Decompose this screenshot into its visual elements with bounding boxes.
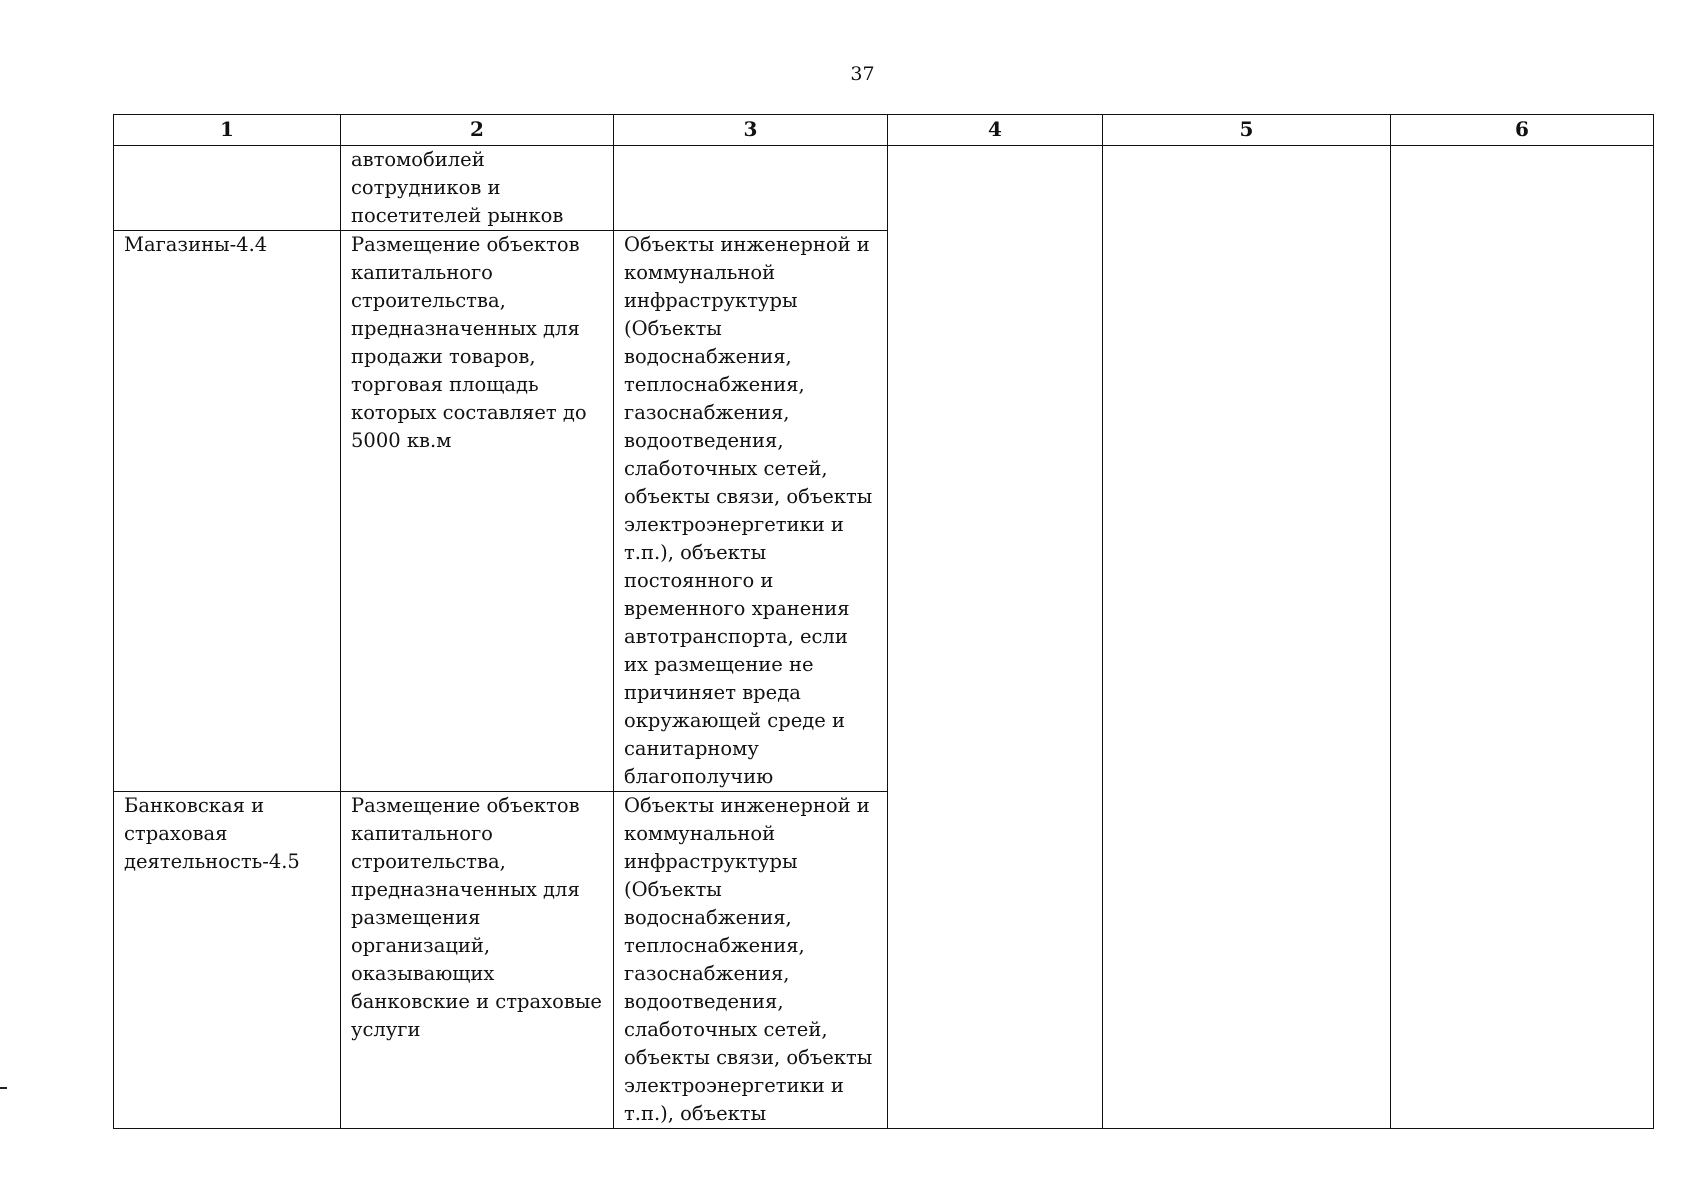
cell-text-line: т.п.), объекты xyxy=(624,541,767,564)
land-use-table xyxy=(113,114,1654,1129)
cell-text-line: строительства, xyxy=(351,289,506,312)
column-header-3: 3 xyxy=(614,115,888,146)
cell-text-line: коммунальной xyxy=(624,261,776,284)
land-use-description-cell xyxy=(341,792,614,1129)
cell-text-line: которых составляет до xyxy=(351,401,587,424)
cell-text-line: Объекты инженерной и xyxy=(624,233,870,256)
cell-text-line: банковские и страховые xyxy=(351,990,602,1013)
auxiliary-uses-cell xyxy=(614,231,888,792)
cell-text-line: оказывающих xyxy=(351,962,495,985)
cell-text-line: страховая xyxy=(124,822,228,845)
cell-text-line: теплоснабжения, xyxy=(624,373,805,396)
cell-text-line: услуги xyxy=(351,1018,421,1041)
page-number: 37 xyxy=(850,63,875,85)
cell-text-line: предназначенных для xyxy=(351,317,580,340)
cell-text-line: Размещение объектов xyxy=(351,794,580,817)
cell-text-line: благополучию xyxy=(624,765,774,788)
cell-text-line: водоснабжения, xyxy=(624,345,792,368)
cell-text-line: санитарному xyxy=(624,737,759,760)
cell-text-line: торговая площадь xyxy=(351,373,539,396)
cell-text-line: водоотведения, xyxy=(624,429,784,452)
cell-text-line: посетителей рынков xyxy=(351,204,564,227)
cell-text-line: Банковская и xyxy=(124,794,265,817)
cell-text-line: (Объекты xyxy=(624,878,722,901)
cell-text-line: слаботочных сетей, xyxy=(624,457,828,480)
cell-text-line: Объекты инженерной и xyxy=(624,794,870,817)
column-4-merged-cell xyxy=(888,146,1103,1129)
land-use-type-cell xyxy=(114,792,341,1129)
cell-text-line: объекты связи, объекты xyxy=(624,1046,873,1069)
cell-text-line: водоснабжения, xyxy=(624,906,792,929)
cell-text-line: деятельность-4.5 xyxy=(124,850,300,873)
column-header-1: 1 xyxy=(114,115,341,146)
table-row xyxy=(114,146,1654,231)
cell-text-line: объекты связи, объекты xyxy=(624,485,873,508)
land-use-type-cell xyxy=(114,146,341,231)
column-6-merged-cell xyxy=(1391,146,1654,1129)
land-use-type-cell xyxy=(114,231,341,792)
cell-text-line: слаботочных сетей, xyxy=(624,1018,828,1041)
cell-text-line: коммунальной xyxy=(624,822,776,845)
cell-text-line: инфраструктуры xyxy=(624,289,798,312)
cell-text-line: постоянного и xyxy=(624,569,774,592)
cell-text-line: причиняет вреда xyxy=(624,681,801,704)
cell-text-line: строительства, xyxy=(351,850,506,873)
cell-text-line: теплоснабжения, xyxy=(624,934,805,957)
column-header-4: 4 xyxy=(888,115,1103,146)
auxiliary-uses-cell xyxy=(614,146,888,231)
cell-text-line: электроэнергетики и xyxy=(624,513,844,536)
cell-text-line: электроэнергетики и xyxy=(624,1074,844,1097)
table-header-row xyxy=(114,115,1654,146)
column-header-6: 6 xyxy=(1391,115,1654,146)
cell-text-line: временного хранения xyxy=(624,597,850,620)
cell-text-line: Магазины-4.4 xyxy=(124,233,268,256)
land-use-description-cell xyxy=(341,231,614,792)
cell-text-line: размещения xyxy=(351,906,481,929)
cell-text-line: (Объекты xyxy=(624,317,722,340)
cell-text-line: предназначенных для xyxy=(351,878,580,901)
cell-text-line: капитального xyxy=(351,822,493,845)
cell-text-line: газоснабжения, xyxy=(624,962,790,985)
cell-text-line: капитального xyxy=(351,261,493,284)
cell-text-line: т.п.), объекты xyxy=(624,1102,767,1125)
cell-text-line: газоснабжения, xyxy=(624,401,790,424)
cell-text-line: организаций, xyxy=(351,934,491,957)
cell-text-line: водоотведения, xyxy=(624,990,784,1013)
column-header-5: 5 xyxy=(1103,115,1391,146)
auxiliary-uses-cell xyxy=(614,792,888,1129)
cell-text-line: их размещение не xyxy=(624,653,814,676)
column-5-merged-cell xyxy=(1103,146,1391,1129)
column-header-2: 2 xyxy=(341,115,614,146)
cell-text-line: 5000 кв.м xyxy=(351,429,452,452)
cell-text-line: инфраструктуры xyxy=(624,850,798,873)
cell-text-line: автотранспорта, если xyxy=(624,625,848,648)
cell-text-line: продажи товаров, xyxy=(351,345,536,368)
margin-mark xyxy=(0,1087,7,1089)
land-use-description-cell xyxy=(341,146,614,231)
cell-text-line: Размещение объектов xyxy=(351,233,580,256)
cell-text-line: сотрудников и xyxy=(351,176,501,199)
cell-text-line: окружающей среде и xyxy=(624,709,845,732)
cell-text-line: автомобилей xyxy=(351,148,485,171)
